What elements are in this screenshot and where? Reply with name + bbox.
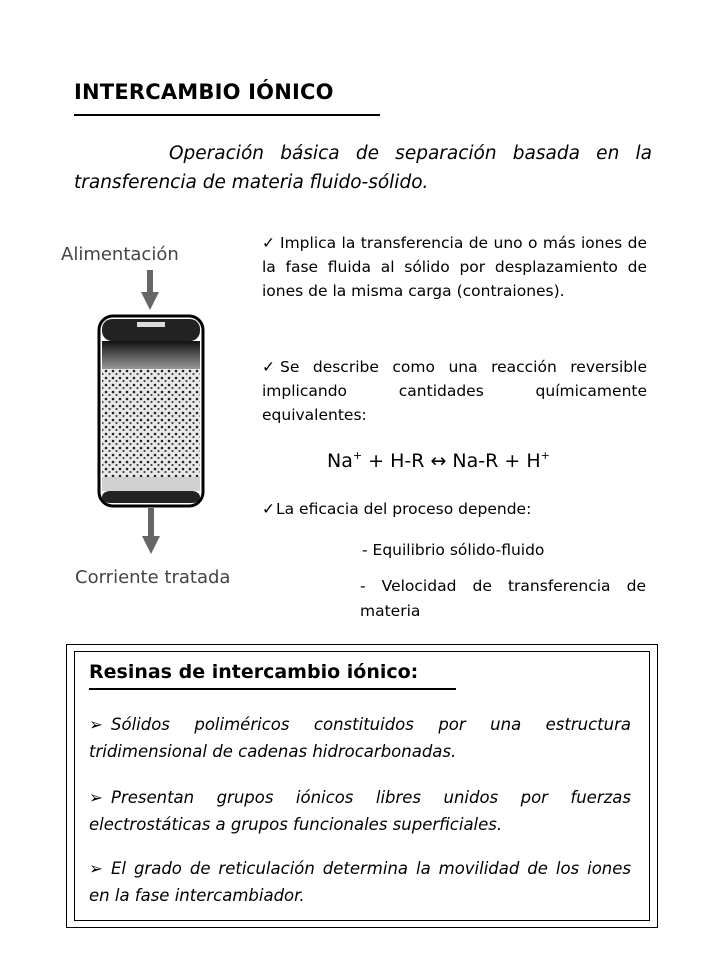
output-label: Corriente tratada	[75, 567, 231, 588]
feed-label: Alimentación	[61, 244, 179, 265]
checkmark-icon: ✓	[262, 234, 275, 252]
equation-h-charge: +	[540, 449, 550, 462]
exchange-equation	[327, 449, 550, 472]
resin-item-groups	[89, 784, 631, 838]
resin-item-crosslinking	[89, 855, 631, 909]
outlet-arrow-icon	[142, 536, 160, 554]
checkmark-icon: ✓	[262, 500, 275, 518]
reversible-arrow-icon: ↔	[430, 450, 447, 472]
resin-bed	[102, 369, 200, 477]
equation-na-charge: +	[352, 449, 363, 462]
checkmark-icon: ✓	[262, 358, 275, 376]
bullet-reaction-text: Se describe como una reacción reversible implicando cantidades químicamente equivalentes:	[262, 358, 647, 424]
definition-text: Operación básica de separación basada en la transferencia de materia fluido-sólido.	[74, 143, 652, 193]
bullet-reaction	[262, 355, 647, 427]
inlet-arrow-icon	[141, 292, 159, 310]
equation-na: Na	[327, 450, 353, 472]
bullet-transfer-text: Implica la transferencia de uno o más iones de la fase fluida al sólido por desplazamiento de iones de la misma carga (contraiones).	[262, 234, 647, 300]
title-underline	[74, 114, 380, 116]
ion-exchange-column-diagram	[55, 236, 245, 591]
resin-item-text: Sólidos poliméricos constituidos por una estructura tridimensional de cadenas hidrocarbonadas.	[89, 715, 631, 761]
bullet-efficiency	[262, 500, 531, 518]
resins-title-underline	[89, 688, 456, 690]
equation-hr: + H-R	[362, 450, 431, 472]
dependency-equilibrium: - Equilibrio sólido-fluido	[362, 541, 545, 559]
bullet-transfer	[262, 231, 647, 303]
equation-products: Na-R + H	[446, 450, 541, 472]
column-inlet-port	[137, 322, 165, 327]
resin-item-text: El grado de reticulación determina la movilidad de los iones en la fase intercambiador.	[89, 859, 631, 905]
arrowhead-bullet-icon: ➢	[89, 859, 103, 878]
resin-item-text: Presentan grupos iónicos libres unidos por fuerzas electrostáticas a grupos funcionales superficiales.	[89, 788, 631, 834]
resins-title: Resinas de intercambio iónico:	[89, 661, 419, 683]
resin-item-structure	[89, 711, 631, 765]
page-title: INTERCAMBIO IÓNICO	[74, 80, 334, 104]
bullet-efficiency-text: La eficacia del proceso depende:	[276, 500, 532, 518]
column-lower-zone	[102, 477, 200, 491]
column-upper-zone	[102, 341, 200, 369]
arrowhead-bullet-icon: ➢	[89, 788, 103, 807]
dependency-transfer-rate: - Velocidad de transferencia de materia	[360, 577, 646, 620]
column-bottom-cap	[102, 491, 200, 503]
arrowhead-bullet-icon: ➢	[89, 715, 103, 734]
